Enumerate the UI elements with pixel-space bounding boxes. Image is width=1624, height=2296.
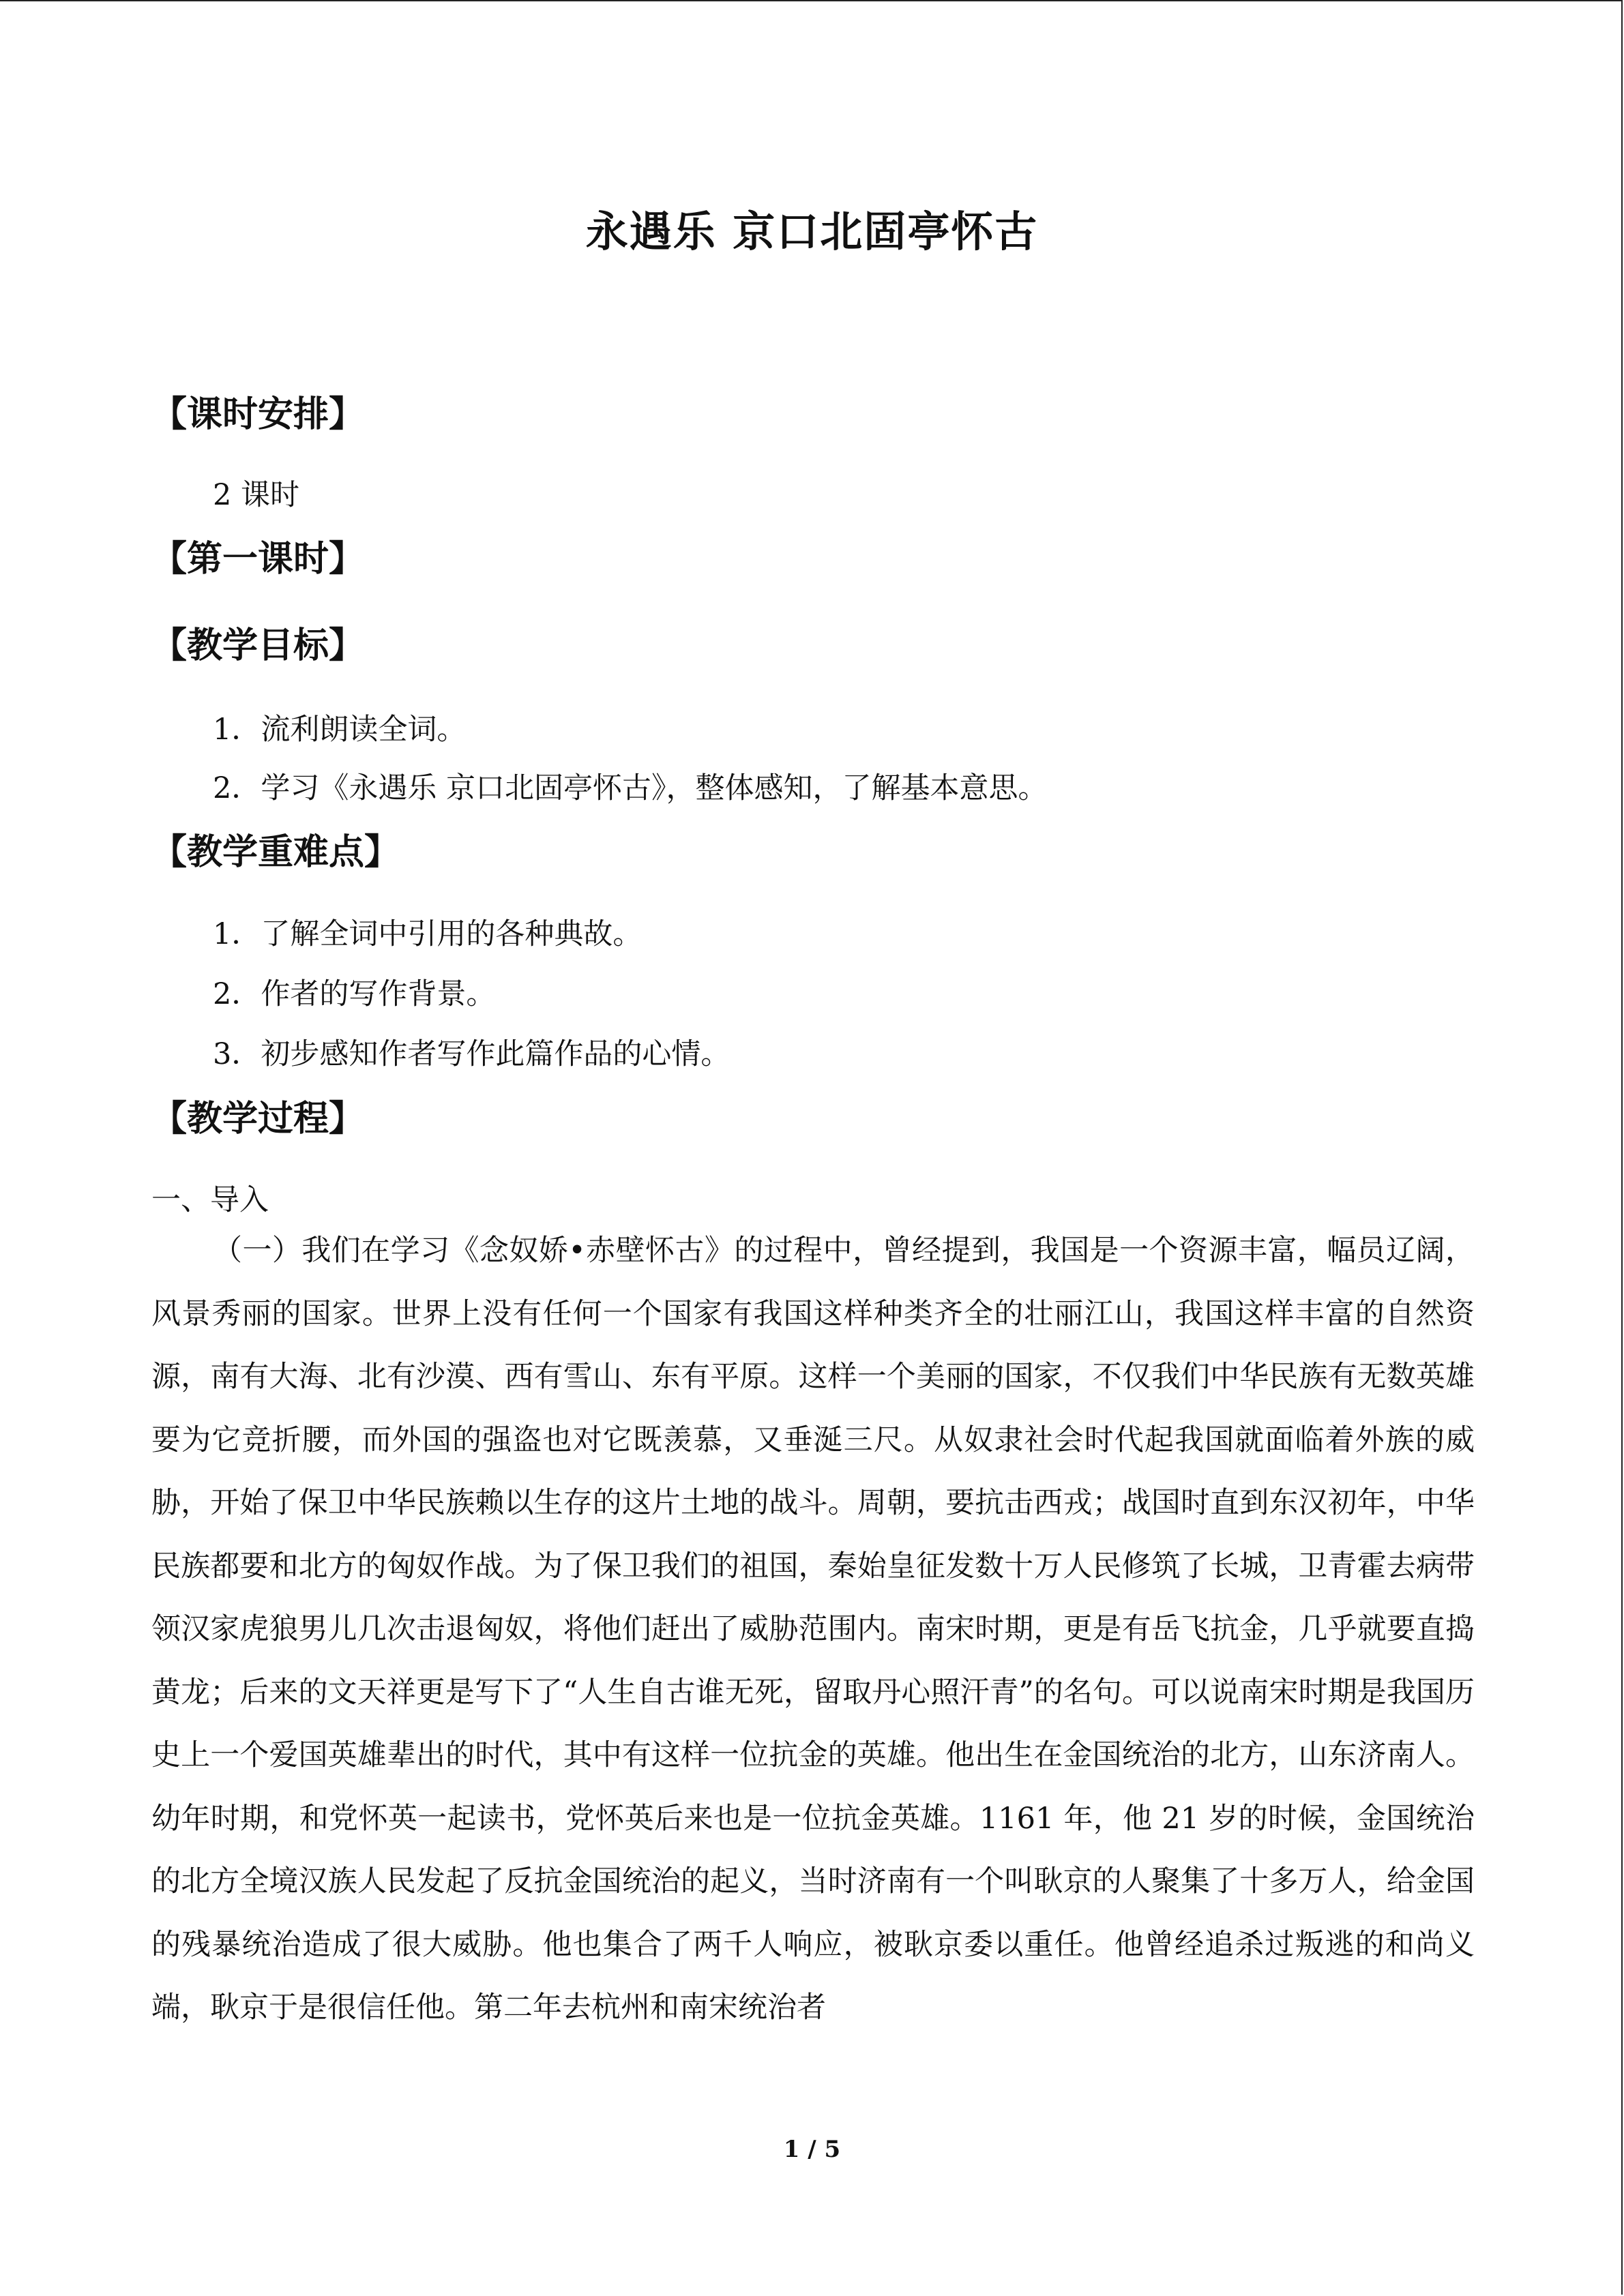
objective-item-2: 2．学习《永遇乐 京口北固亭怀古》，整体感知，了解基本意思。 <box>213 771 1048 805</box>
heading-key-points: 【教学重难点】 <box>151 832 400 873</box>
document-title: 永遇乐 京口北固亭怀古 <box>585 207 1039 256</box>
objective-item-1: 1．流利朗读全词。 <box>213 713 467 747</box>
heading-objectives: 【教学目标】 <box>151 625 365 666</box>
intro-paragraph: （一）我们在学习《念奴娇•赤壁怀古》的过程中，曾经提到，我国是一个资源丰富，幅员辽阔，风景秀丽的国家。世界上没有任何一个国家有我国这样种类齐全的壮丽江山，我国这样丰富的自然资源，南有大海、北有沙漠、西有雪山、东有平原。这样一个美丽的国家，不仅我们中华民族有无数英雄要为它竞折腰，而外国的强盗也对它既羡慕，又垂涎三尺。从奴隶社会时代起我国就面临着外族的威胁，开始了保卫中华民族赖以生存的这片土地的战斗。周朝，要抗击西戎；战国时直到东汉初年，中华民族都要和北方的匈奴作战。为了保卫我们的祖国，秦始皇征发数十万人民修筑了长城，卫青霍去病带领汉家虎狼男儿几次击退匈奴，将他们赶出了威胁范围内。南宋时期，更是有岳飞抗金，几乎就要直捣黄龙；后来的文天祥更是写下了“人生自古谁无死，留取丹心照汗青”的名句。可以说南宋时期是我国历史上一个爱国英雄辈出的时代，其中有这样一位抗金的英雄。他出生在金国统治的北方，山东济南人。幼年时期，和党怀英一起读书，党怀英后来也是一位抗金英雄。1161 年，他 21 岁的时候，金国统治的北方全境汉族人民发起了反抗金国统治的起义，当时济南有一个叫耿京的人聚集了十多万人，给金国的残暴统治造成了很大威胁。他也集合了两千人响应，被耿京委以重任。他曾经追杀过叛逃的和尚义端，耿京于是很信任他。第二年去杭州和南宋统治者 <box>151 1234 1475 2025</box>
key-point-item-1: 1．了解全词中引用的各种典故。 <box>213 917 643 951</box>
heading-lesson-one: 【第一课时】 <box>151 539 365 580</box>
key-point-item-2: 2．作者的写作背景。 <box>213 977 496 1011</box>
heading-schedule: 【课时安排】 <box>151 394 365 435</box>
key-point-item-3: 3．初步感知作者写作此篇作品的心情。 <box>213 1037 730 1071</box>
process-subheading: 一、导入 <box>151 1183 269 1217</box>
page-indicator: 1 / 5 <box>783 2136 841 2163</box>
schedule-content: 2 课时 <box>213 478 300 512</box>
heading-process: 【教学过程】 <box>151 1099 365 1139</box>
